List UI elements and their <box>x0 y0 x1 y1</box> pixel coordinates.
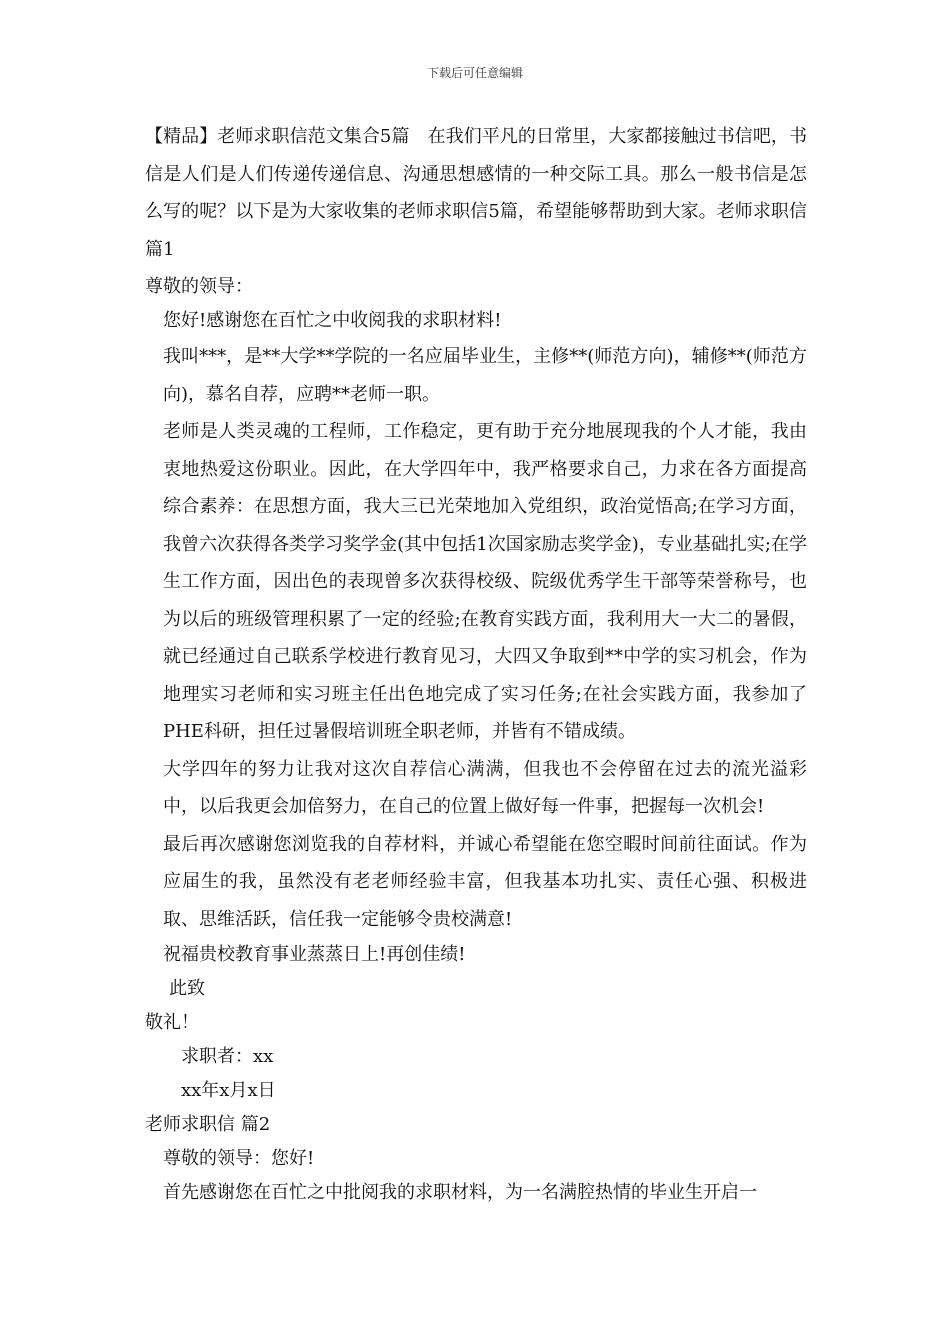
letter1-paragraph-3: 大学四年的努力让我对这次自荐信心满满，但我也不会停留在过去的流光溢彩中，以后我更会加倍努力，在自己的位置上做好每一件事，把握每一次机会! <box>163 758 807 817</box>
letter1-paragraph-1: 我叫***，是**大学**学院的一名应届毕业生，主修**(师范方向)，辅修**(师范方向)，慕名自荐，应聘**老师一职。 <box>163 346 807 405</box>
page-header: 下载后可任意编辑 <box>426 66 523 80</box>
letter1-closing-2: 敬礼！ <box>145 1012 199 1033</box>
letter1-paragraph-2: 老师是人类灵魂的工程师，工作稳定，更有助于充分地展现我的个人才能，我由衷地热爱这份职业。因此，在大学四年中，我严格要求自己，力求在各方面提高综合素养：在思想方面，我大三已光荣地加入党组织，政治觉悟高;在学习方面，我曾六次获得各类学习奖学金(其中包括1次国家励志奖学金)，专业基础扎实;在学生工作方面，因出色的表现曾多次获得校级、院级优秀学生干部等荣誉称号，也为以后的班级管理积累了一定的经验;在教育实践方面，我利用大一大二的暑假，就已经通过自己联系学校进行教育见习，大四又争取到**中学的实习机会，作为地理实习老师和实习班主任出色地完成了实习任务;在社会实践方面，我参加了PHE科研，担任过暑假培训班全职老师，并皆有不错成绩。 <box>163 421 807 742</box>
letter1-greeting: 您好!感谢您在百忙之中收阅我的求职材料! <box>163 310 502 331</box>
letter2-salutation: 尊敬的领导：您好! <box>163 1148 315 1169</box>
letter1-closing-1: 此致 <box>169 978 205 999</box>
letter1-paragraph-4: 最后再次感谢您浏览我的自荐材料，并诚心希望能在您空暇时间前往面试。作为应届生的我，虽然没有老老师经验丰富，但我基本功扎实、责任心强、积极进取、思维活跃，信任我一定能够令贵校满意! <box>163 833 807 930</box>
letter2-paragraph-1: 首先感谢您在百忙之中批阅我的求职材料，为一名满腔热情的毕业生开启一 <box>163 1182 757 1203</box>
letter2-title: 老师求职信 篇2 <box>145 1114 271 1135</box>
letter1-salutation: 尊敬的领导： <box>145 276 253 297</box>
letter1-wish: 祝福贵校教育事业蒸蒸日上!再创佳绩! <box>163 944 466 965</box>
letter1-signer: 求职者：xx <box>181 1046 274 1067</box>
letter1-date: xx年x月x日 <box>181 1080 276 1101</box>
document-body <box>145 118 807 1210</box>
intro-paragraph: 【精品】老师求职信范文集合5篇 在我们平凡的日常里，大家都接触过书信吧，书信是人们是人们传递传递信息、沟通思想感情的一种交际工具。那么一般书信是怎么写的呢？以下是为大家收集的老师求职信5篇，希望能够帮助到大家。老师求职信 篇1 <box>145 126 807 260</box>
